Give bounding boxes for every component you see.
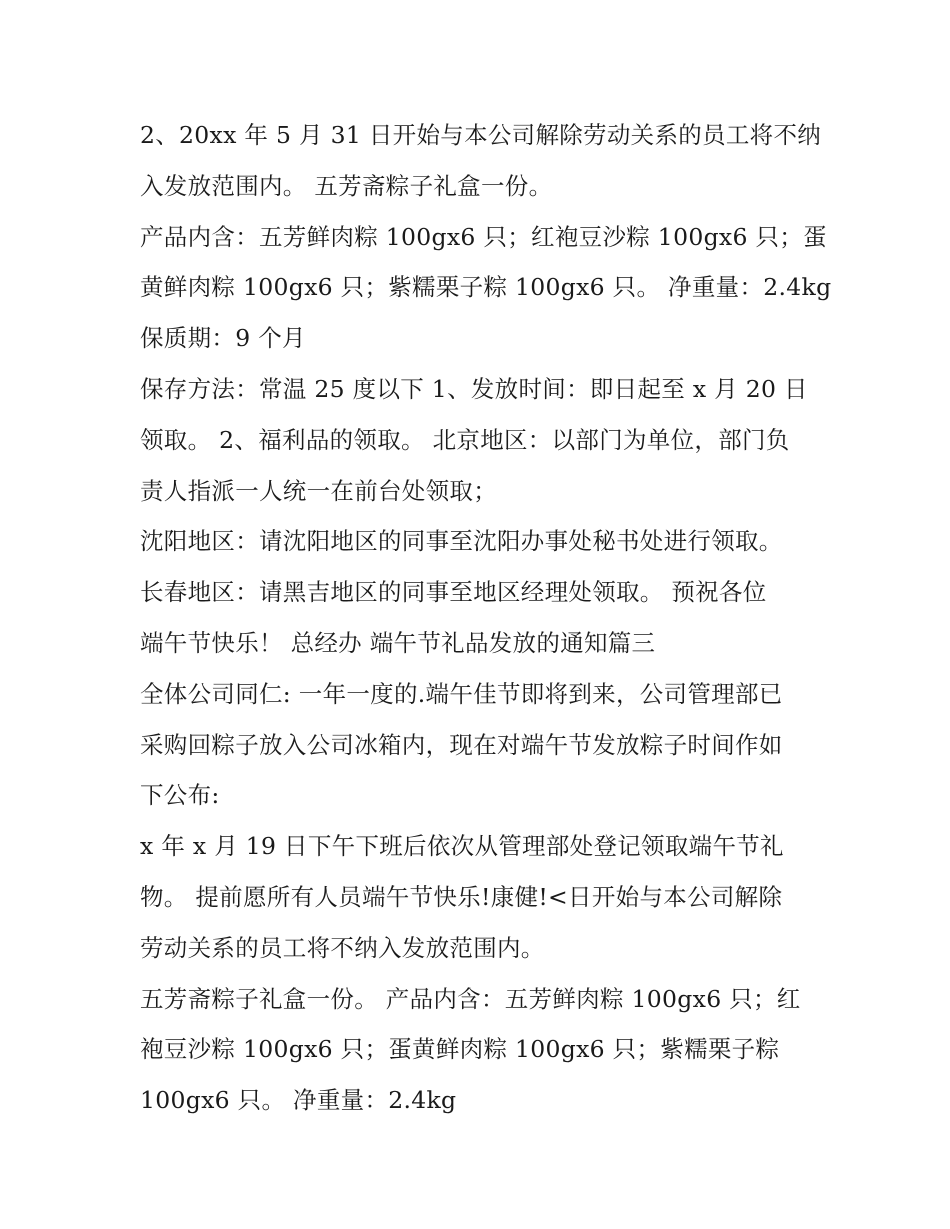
text-line: 黄鲜肉粽 100gx6 只；紫糯栗子粽 100gx6 只。 净重量：2.4kg [140, 273, 832, 302]
text-line: 劳动关系的员工将不纳入发放范围内。 [140, 933, 545, 962]
document-body [140, 110, 832, 1126]
text-line: 袍豆沙粽 100gx6 只；蛋黄鲜肉粽 100gx6 只；紫糯栗子粽 [140, 1035, 780, 1064]
text-line: 入发放范围内。 五芳斋粽子礼盒一份。 [140, 171, 553, 200]
text-line: 端午节快乐！ 总经办 端午节礼品发放的通知篇三 [140, 628, 656, 657]
text-line: 100gx6 只。 净重量：2.4kg [140, 1086, 457, 1115]
text-line: x 年 x 月 19 日下午下班后依次从管理部处登记领取端午节礼 [140, 832, 784, 861]
text-line: 下公布: [140, 781, 220, 810]
text-line: 全体公司同仁: 一年一度的.端午佳节即将到来，公司管理部已 [140, 679, 783, 708]
text-line: 长春地区：请黑吉地区的同事至地区经理处领取。 预祝各位 [140, 578, 767, 607]
text-line: 五芳斋粽子礼盒一份。 产品内含：五芳鲜肉粽 100gx6 只；红 [140, 984, 801, 1013]
text-line: 保存方法：常温 25 度以下 1、发放时间：即日起至 x 月 20 日 [140, 374, 808, 403]
text-line: 产品内含：五芳鲜肉粽 100gx6 只；红袍豆沙粽 100gx6 只；蛋 [140, 222, 827, 251]
text-line: 保质期：9 个月 [140, 324, 306, 353]
text-line: 采购回粽子放入公司冰箱内，现在对端午节发放粽子时间作如 [140, 730, 783, 759]
text-line: 2、20xx 年 5 月 31 日开始与本公司解除劳动关系的员工将不纳 [140, 121, 822, 149]
text-line: 领取。 2、福利品的领取。 北京地区：以部门为单位，部门负 [140, 425, 790, 454]
text-line: 物。 提前愿所有人员端午节快乐!康健!<日开始与本公司解除 [140, 882, 783, 911]
text-line: 责人指派一人统一在前台处领取； [140, 476, 497, 505]
text-line: 沈阳地区：请沈阳地区的同事至沈阳办事处秘书处进行领取。 [140, 527, 783, 556]
